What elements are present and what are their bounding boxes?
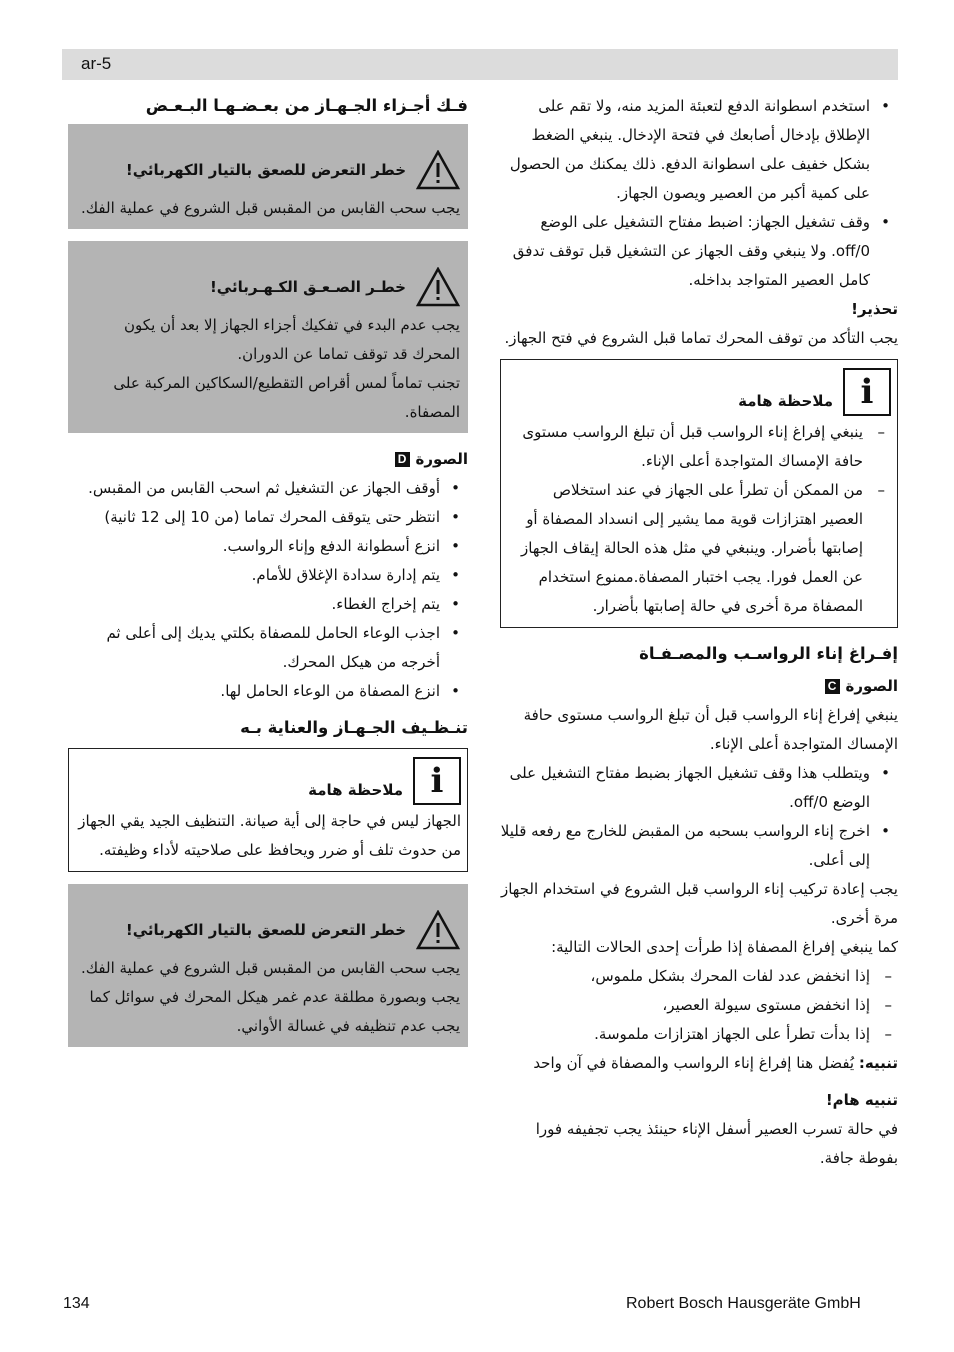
warning-text: يجب عدم البدء في تفكيك أجزاء الجهاز إلا بعد أن يكون المحرك قد توقف تماما عن الدوران. — [124, 316, 460, 363]
info-icon: i — [843, 368, 891, 416]
figure-reference-c — [500, 672, 898, 701]
figure-label: الصورة — [415, 450, 468, 468]
info-title: ملاحظة هامة — [308, 781, 403, 799]
info-list — [507, 418, 891, 621]
warning-text: يجب سحب القابس من المقبس قبل الشروع في عملية الفك. — [81, 199, 460, 217]
warning-text: يجب سحب القابس من المقبس قبل الشروع في عملية الفك. يجب وبصورة مطلقة عدم غمر هيكل المحرك في سوائل كما يجب عدم تنظيفه في غسالة الأواني. — [81, 959, 460, 1035]
warning-title: خطر التعرض للصعق بالتيار الكهربائي! — [125, 920, 406, 939]
figure-label: الصورة — [845, 677, 898, 695]
list-item: • اخرج إناء الرواسب بسحبه من المقبض للخارج مع رفعه قليلا إلى أعلى. — [500, 817, 898, 875]
emptying-steps-list — [500, 759, 898, 875]
section-heading-emptying: إفـراغ إناء الرواسـب والمصـفـاة — [639, 644, 898, 663]
header-bar — [62, 49, 898, 80]
paragraph: ينبغي إفراغ إناء الرواسب قبل أن تبلغ الرواسب مستوى حافة الإمساك المتواجدة أعلى الإناء. — [523, 706, 898, 753]
page-number: 134 — [63, 1295, 90, 1312]
list-item: • انزع المصفاة من الوعاء الحامل لها. — [68, 677, 468, 706]
conditions-list — [500, 962, 898, 1049]
list-item: • ويتطلب هذا وقف تشغيل الجهاز بضبط مفتاح التشغيل على الوضع off/0. — [500, 759, 898, 817]
note-label: تنبيه: — [858, 1054, 898, 1072]
warning-box-3 — [68, 884, 468, 1047]
company-name: Robert Bosch Hausgeräte GmbH — [626, 1295, 861, 1312]
page-code: ar-5 — [81, 54, 112, 73]
warning-triangle-icon — [416, 150, 460, 190]
figure-reference-d — [68, 445, 468, 474]
warning-text: تجنب تماماً لمس أقراص التقطيع/السكاكين المركبة على المصفاة. — [113, 374, 460, 421]
warning-box-2 — [68, 241, 468, 433]
list-item: • انتظر حتى يتوقف المحرك تماما (من 10 إلى 12 ثانية) — [68, 503, 468, 532]
caution-text: يجب التأكد من توقف المحرك تماما قبل الشروع في فتح الجهاز. — [504, 329, 898, 347]
list-item: • يتم إدارة سدادة الإغلاق للأمام. — [68, 561, 468, 590]
list-item: – إذا انخفض عدد لفات المحرك بشكل ملموس، — [500, 962, 898, 991]
list-item: – ينبغي إفراغ إناء الرواسب قبل أن تبلغ الرواسب مستوى حافة الإمساك المتواجدة أعلى الإناء. — [507, 418, 891, 476]
info-box-cleaning — [68, 748, 468, 872]
warning-title: خطر التعرض للصعق بالتيار الكهربائي! — [125, 160, 406, 179]
info-icon: i — [413, 757, 461, 805]
list-item: • يتم إخراج الغطاء. — [68, 590, 468, 619]
warning-box-1 — [68, 124, 468, 229]
list-item: • أوقف الجهاز عن التشغيل ثم اسحب القابس من المقبس. — [68, 474, 468, 503]
list-item: • اجذب الوعاء الحامل للمصفاة بكلتي يديك إلى أعلى ثم أخرجه من هيكل المحرك. — [68, 619, 468, 677]
section-heading-disassembly: فـك أجـزاء الجـهـاز من بعـضـهـا البـعـض — [145, 96, 468, 115]
right-column — [500, 92, 898, 1173]
warning-title: خطـر الصـعـق الكـهـربائي! — [209, 277, 406, 296]
list-item: • وقف تشغيل الجهاز: اضبط مفتاح التشغيل على الوضع off/0. ولا ينبغي وقف الجهاز عن التشغيل قبل توقف تدفق كامل العصير المتواجد بداخله. — [500, 208, 898, 295]
figure-letter-badge: C — [825, 679, 840, 694]
list-item: – من الممكن أن تطرأ على الجهاز في عند استخلاص العصير اهتزازات قوية مما يشير إلى انسداد المصفاة أو إصابتها بأضرار. وينبغي في مثل هذه الحالة إيقاف الجهاز عن العمل فورا. يجب اختبار المصفاة.ممنوع استخدام المصفاة مرة أخرى في حالة إصابتها بأضرار. — [507, 476, 891, 621]
note-paragraph — [500, 1049, 898, 1078]
info-title: ملاحظة هامة — [738, 392, 833, 410]
list-item: – إذا انخفض مستوى سيولة العصير، — [500, 991, 898, 1020]
warning-triangle-icon — [416, 267, 460, 307]
caution-title: تحذير! — [851, 300, 898, 318]
paragraph: كما ينبغي إفراغ المصفاة إذا طرأت إحدى الحالات التالية: — [551, 938, 898, 956]
list-item: • استخدم اسطوانة الدفع لتعبئة المزيد منه، ولا تقم على الإطلاق بإدخال أصابعك في فتحة الإدخال. ينبغي الضغط بشكل خفيف على اسطوانة الدفع. ذلك يمكنك من الحصول على كمية أكبر من العصير ويصون الجهاز. — [500, 92, 898, 208]
figure-letter-badge: D — [395, 452, 410, 467]
usage-list — [500, 92, 898, 295]
important-title: تنبيه هام! — [825, 1091, 898, 1109]
disassembly-steps-list — [68, 474, 468, 706]
section-heading-cleaning: تنـظـيف الجـهـاز والعناية بـه — [240, 718, 468, 737]
important-text: في حالة تسرب العصير أسفل الإناء حينئذ يجب تجفيفه فورا بفوطة جافة. — [535, 1120, 898, 1167]
list-item: – إذا بدأت تطرأ على الجهاز اهتزازات ملموسة. — [500, 1020, 898, 1049]
note-text: يُفضل هنا إفراغ إناء الرواسب والمصفاة في آن واحد — [533, 1054, 855, 1072]
info-box-emptying — [500, 359, 898, 628]
paragraph: يجب إعادة تركيب إناء الرواسب قبل الشروع في استخدام الجهاز مرة أخرى. — [500, 880, 898, 927]
list-item: • انزع أسطوانة الدفع وإناء الرواسب. — [68, 532, 468, 561]
warning-triangle-icon — [416, 910, 460, 950]
left-column — [68, 92, 468, 1059]
info-text: الجهاز ليس في حاجة إلى أية صيانة. التنظيف الجيد يقي الجهاز من حدوث تلف أو ضرر ويحافظ على صلاحيته لأداء وظيفته. — [78, 812, 461, 859]
